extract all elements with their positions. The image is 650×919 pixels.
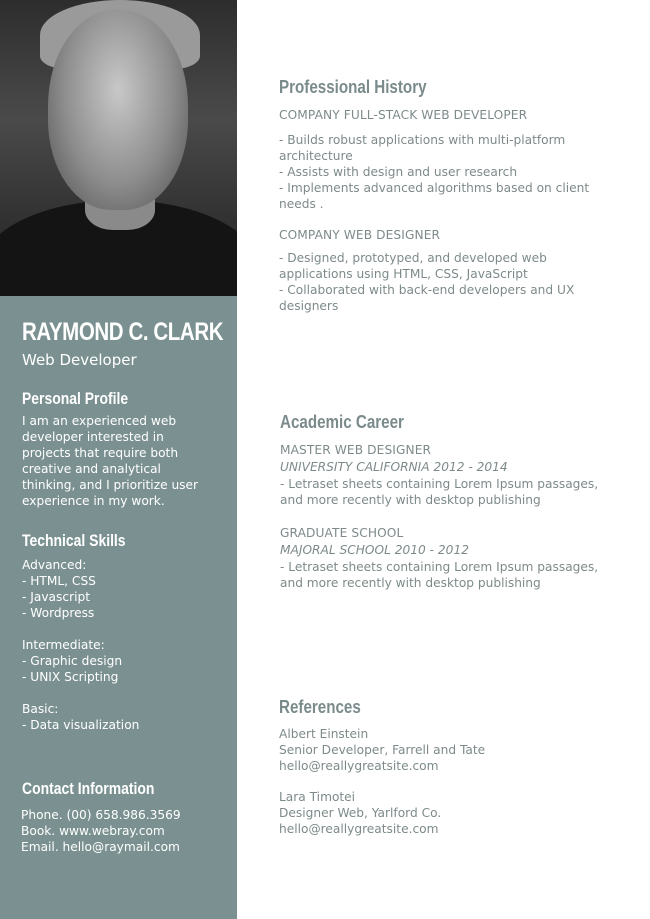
references-section [279, 696, 619, 837]
personal-profile-heading: Personal Profile [22, 389, 129, 408]
contact-heading: Contact Information [22, 779, 155, 798]
contact-list [21, 807, 222, 855]
skill-item: - HTML, CSS [22, 574, 96, 588]
technical-skills-heading: Technical Skills [22, 531, 126, 550]
reference-email[interactable]: hello@reallygreatsite.com [279, 822, 439, 836]
profile-photo [0, 0, 237, 296]
reference-email[interactable]: hello@reallygreatsite.com [279, 759, 439, 773]
job-description [279, 132, 619, 212]
job-line: - Collaborated with back-end developers and UX [279, 283, 575, 297]
profile-line: I am an experienced web [22, 414, 177, 428]
job-line: applications using HTML, CSS, JavaScript [279, 267, 528, 281]
job-line: needs . [279, 197, 324, 211]
professional-history-section [279, 76, 619, 314]
degree-line: and more recently with desktop publishing [280, 493, 541, 507]
reference-name: Albert Einstein [279, 727, 369, 741]
school-name: UNIVERSITY CALIFORNIA 2012 - 2014 [280, 460, 508, 474]
skill-level-label: Basic: [22, 702, 59, 716]
school-name: MAJORAL SCHOOL 2010 - 2012 [280, 543, 469, 557]
job-line: architecture [279, 149, 353, 163]
reference-entry [279, 726, 619, 774]
contact-email[interactable]: Email. hello@raymail.com [21, 840, 180, 854]
profile-line: thinking, and I prioritize user [22, 478, 199, 492]
profile-line: creative and analytical [22, 462, 161, 476]
job-line: - Designed, prototyped, and developed web [279, 251, 547, 265]
sidebar-content [22, 318, 222, 855]
skill-item: - Graphic design [22, 654, 123, 668]
degree-line: and more recently with desktop publishing [280, 576, 541, 590]
reference-name: Lara Timotei [279, 790, 356, 804]
degree-description [280, 559, 620, 591]
degree-title: MASTER WEB DESIGNER [280, 443, 432, 457]
skills-list [22, 557, 222, 733]
reference-position: Designer Web, Yarlford Co. [279, 806, 442, 820]
academic-career-section [280, 411, 620, 591]
reference-entry [279, 789, 619, 837]
contact-website[interactable]: Book. www.webray.com [21, 824, 165, 838]
job-title: COMPANY WEB DESIGNER [279, 228, 441, 242]
degree-description [280, 476, 620, 508]
academic-career-heading: Academic Career [280, 411, 404, 432]
skill-item: - Data visualization [22, 718, 140, 732]
degree-line: - Letraset sheets containing Lorem Ipsum passages, [280, 560, 599, 574]
skill-level-label: Intermediate: [22, 638, 105, 652]
profile-line: experience in my work. [22, 494, 165, 508]
job-title: COMPANY FULL-STACK WEB DEVELOPER [279, 108, 528, 122]
skill-level-label: Advanced: [22, 558, 87, 572]
skill-item: - Javascript [22, 590, 90, 604]
personal-profile-text [22, 413, 222, 509]
person-name: RAYMOND C. CLARK [22, 318, 224, 346]
profile-line: projects that require both [22, 446, 179, 460]
job-line: - Implements advanced algorithms based on client [279, 181, 590, 195]
reference-position: Senior Developer, Farrell and Tate [279, 743, 486, 757]
degree-line: - Letraset sheets containing Lorem Ipsum passages, [280, 477, 599, 491]
professional-history-heading: Professional History [279, 76, 427, 97]
job-line: - Assists with design and user research [279, 165, 518, 179]
job-description [279, 250, 619, 314]
references-heading: References [279, 696, 361, 717]
sidebar [0, 0, 237, 919]
contact-phone: Phone. (00) 658.986.3569 [21, 808, 181, 822]
skill-item: - Wordpress [22, 606, 95, 620]
job-line: - Builds robust applications with multi-platform [279, 133, 566, 147]
person-role: Web Developer [22, 351, 137, 369]
photo-face [48, 10, 188, 210]
skill-item: - UNIX Scripting [22, 670, 119, 684]
job-line: designers [279, 299, 339, 313]
degree-title: GRADUATE SCHOOL [280, 526, 404, 540]
profile-line: developer interested in [22, 430, 164, 444]
